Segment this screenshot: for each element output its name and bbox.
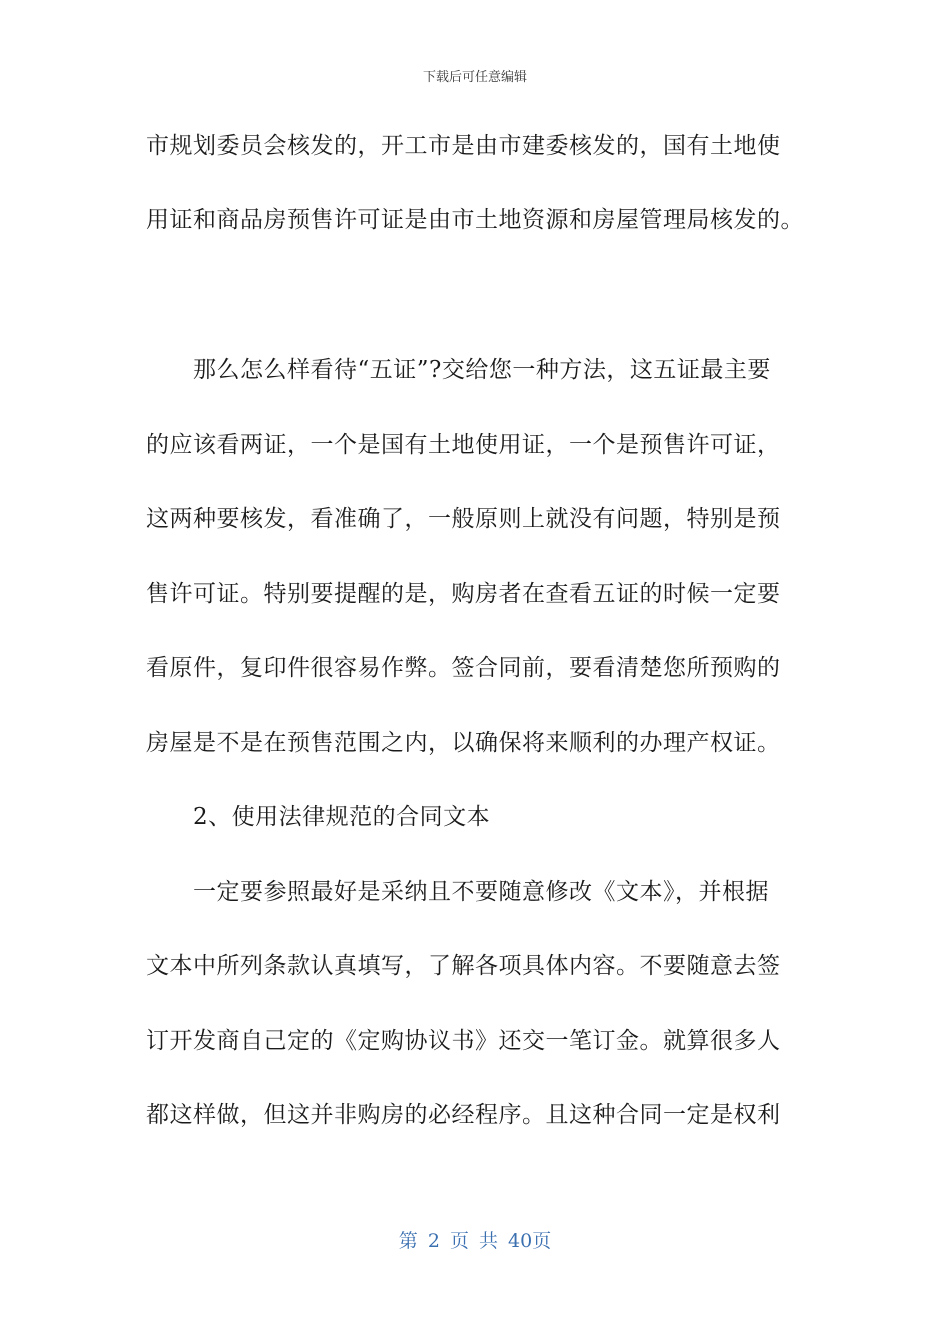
paragraph-1-line-1: 市规划委员会核发的，开工市是由市建委核发的，国有土地使 (146, 133, 781, 159)
paragraph-2-line-3: 这两种要核发，看准确了，一般原则上就没有问题，特别是预 (146, 506, 781, 532)
paragraph-3-line-4: 都这样做，但这并非购房的必经程序。且这种合同一定是权利 (146, 1102, 781, 1128)
page-number-footer: 第 2 页 共 40页 (398, 1230, 552, 1252)
paragraph-2-line-4: 售许可证。特别要提醒的是，购房者在查看五证的时候一定要 (146, 581, 781, 607)
paragraph-1-line-2: 用证和商品房预售许可证是由市土地资源和房屋管理局核发的。 (146, 207, 804, 233)
paragraph-2-line-2: 的应该看两证，一个是国有土地使用证，一个是预售许可证， (146, 432, 781, 458)
paragraph-3-line-2: 文本中所列条款认真填写，了解各项具体内容。不要随意去签 (146, 953, 781, 979)
section-heading-2: 2、使用法律规范的合同文本 (193, 804, 491, 830)
paragraph-2-line-6: 房屋是不是在预售范围之内，以确保将来顺利的办理产权证。 (146, 730, 781, 756)
page-header: 下载后可任意编辑 (422, 70, 527, 85)
paragraph-2-line-5: 看原件，复印件很容易作弊。签合同前，要看清楚您所预购的 (146, 655, 781, 681)
paragraph-3-line-1: 一定要参照最好是采纳且不要随意修改《文本》，并根据 (193, 879, 769, 905)
paragraph-2-line-1: 那么怎么样看待“五证”?交给您一种方法，这五证最主要 (193, 357, 771, 383)
paragraph-3-line-3: 订开发商自己定的《定购协议书》还交一笔订金。就算很多人 (146, 1028, 781, 1054)
